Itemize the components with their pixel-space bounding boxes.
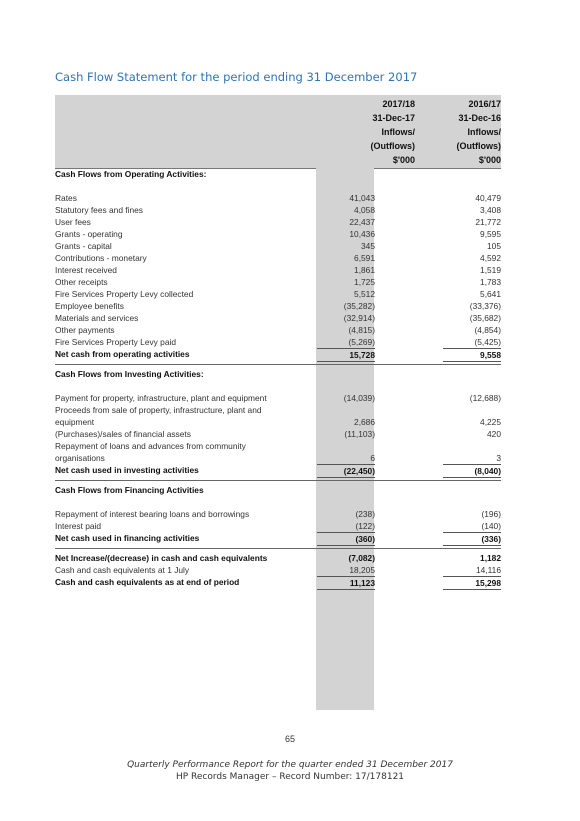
row-value-prior: 9,558 (443, 348, 501, 362)
table-row (55, 228, 501, 240)
section-divider (55, 480, 501, 481)
row-value-prior: 420 (487, 429, 501, 439)
table-row (55, 392, 501, 404)
row-label: Interest paid (55, 521, 102, 531)
row-value-current: (4,815) (348, 325, 375, 335)
table-row (55, 452, 501, 464)
spacer (55, 380, 501, 392)
row-value-prior: 5,641 (480, 289, 501, 299)
row-value-current: 345 (361, 241, 375, 251)
row-label: Materials and services (55, 313, 139, 323)
row-value-prior: (336) (443, 532, 501, 546)
row-value-prior: 1,783 (480, 277, 501, 287)
row-label: User fees (55, 217, 91, 227)
table-row (55, 416, 501, 428)
row-label: Fire Services Property Levy paid (55, 337, 177, 347)
header-cell: $'000 (392, 155, 415, 165)
section-heading (55, 484, 501, 496)
row-label: Interest received (55, 265, 117, 275)
section-heading-label: Cash Flows from Investing Activities: (55, 369, 204, 379)
table-body (55, 168, 501, 588)
row-value-prior: (4,854) (474, 325, 501, 335)
row-label: Cash and cash equivalents at 1 July (55, 565, 190, 575)
section-divider (55, 548, 501, 549)
row-label: Net cash from operating activities (55, 349, 190, 359)
row-value-current: 18,205 (349, 565, 375, 575)
row-label: (Purchases)/sales of financial assets (55, 429, 191, 439)
row-value-prior: (196) (481, 509, 501, 519)
row-label: Repayment of loans and advances from community (55, 441, 246, 451)
row-value-prior: 21,772 (475, 217, 501, 227)
row-value-current: 1,861 (354, 265, 375, 275)
row-value-current: (360) (317, 532, 375, 546)
row-value-current: 11,123 (317, 576, 375, 590)
row-label: Cash and cash equivalents as at end of period (55, 577, 240, 587)
row-value-prior: 14,116 (476, 565, 501, 575)
table-row (55, 564, 501, 576)
row-label: Net cash used in financing activities (55, 533, 200, 543)
row-value-prior: 3,408 (480, 205, 501, 215)
section-heading-label: Cash Flows from Operating Activities: (55, 169, 207, 179)
row-value-prior: 4,592 (480, 253, 501, 263)
header-cell: $'000 (478, 155, 501, 165)
row-label: Net cash used in investing activities (55, 465, 199, 475)
section-heading (55, 368, 501, 380)
row-value-prior: 1,182 (480, 553, 501, 563)
row-label: equipment (55, 417, 95, 427)
row-value-current: 1,725 (354, 277, 375, 287)
row-label: Rates (55, 193, 77, 203)
row-value-current: (238) (355, 509, 375, 519)
header-current-year (371, 97, 416, 167)
header-cell: 31-Dec-17 (372, 113, 415, 123)
row-label: Grants - capital (55, 241, 112, 251)
row-value-prior: 105 (487, 241, 501, 251)
row-value-current: 6,591 (354, 253, 375, 263)
row-label: Grants - operating (55, 229, 123, 239)
row-value-prior: 1,519 (480, 265, 501, 275)
header-cell: (Outflows) (370, 141, 415, 151)
row-label: Payment for property, infrastructure, plant and equipment (55, 393, 267, 403)
header-cell: Inflows/ (381, 127, 415, 137)
row-value-current: (14,039) (343, 393, 375, 403)
row-value-current: (32,914) (343, 313, 375, 323)
row-label: Net Increase/(decrease) in cash and cash equivalents (55, 553, 268, 563)
page-number: 65 (284, 734, 295, 744)
row-label: Proceeds from sale of property, infrastructure, plant and (55, 405, 262, 415)
row-value-prior: (35,682) (469, 313, 501, 323)
table-row (55, 192, 501, 204)
total-row (55, 576, 501, 588)
footer-report-title: Quarterly Performance Report for the quarter ended 31 December 2017 (127, 760, 453, 770)
row-value-current: (22,450) (317, 464, 375, 478)
spacer (55, 180, 501, 192)
row-label: Statutory fees and fines (55, 205, 143, 215)
table-row (55, 428, 501, 440)
section-divider (55, 364, 501, 365)
table-row (55, 264, 501, 276)
row-value-prior: (33,376) (469, 301, 501, 311)
statement-title: Cash Flow Statement for the period ending 31 December 2017 (55, 70, 418, 84)
row-value-prior: 3 (496, 453, 501, 463)
table-row (55, 204, 501, 216)
row-value-current: 22,437 (349, 217, 375, 227)
total-row (55, 348, 501, 360)
header-cell: 2017/18 (382, 99, 415, 109)
row-value-current: (7,082) (348, 553, 375, 563)
row-value-prior: (5,425) (474, 337, 501, 347)
table-row (55, 288, 501, 300)
table-row (55, 252, 501, 264)
table-row (55, 216, 501, 228)
row-value-prior: (140) (481, 521, 501, 531)
table-row (55, 440, 501, 452)
row-value-prior: (8,040) (443, 464, 501, 478)
row-value-prior: 40,479 (475, 193, 501, 203)
table-row (55, 520, 501, 532)
header-cell: (Outflows) (456, 141, 501, 151)
table-row (55, 300, 501, 312)
row-value-current: 4,058 (354, 205, 375, 215)
row-value-prior: 4,225 (480, 417, 501, 427)
row-value-current: (122) (355, 521, 375, 531)
table-row (55, 508, 501, 520)
row-label: Contributions - monetary (55, 253, 147, 263)
table-row (55, 312, 501, 324)
row-value-prior: 9,595 (480, 229, 501, 239)
table-row (55, 276, 501, 288)
row-value-prior: 15,298 (443, 576, 501, 590)
row-label: Repayment of interest bearing loans and borrowings (55, 509, 250, 519)
row-value-current: 5,512 (354, 289, 375, 299)
row-value-prior: (12,688) (469, 393, 501, 403)
row-value-current: (11,103) (344, 429, 375, 439)
row-value-current: 6 (370, 453, 375, 463)
header-prior-year (457, 97, 502, 167)
total-row (55, 532, 501, 544)
row-label: organisations (55, 453, 105, 463)
row-value-current: 15,728 (317, 348, 375, 362)
footer-record-number: HP Records Manager – Record Number: 17/178121 (175, 772, 405, 782)
row-label: Fire Services Property Levy collected (55, 289, 194, 299)
header-cell: 2016/17 (468, 99, 501, 109)
row-label: Other payments (55, 325, 115, 335)
table-row (55, 404, 501, 416)
table-row (55, 324, 501, 336)
header-cell: 31-Dec-16 (458, 113, 501, 123)
table-header (55, 95, 501, 169)
row-value-current: 41,043 (349, 193, 375, 203)
row-value-current: (5,269) (348, 337, 375, 347)
table-row (55, 336, 501, 348)
row-value-current: (35,282) (343, 301, 375, 311)
spacer (55, 496, 501, 508)
section-heading (55, 168, 501, 180)
row-label: Employee benefits (55, 301, 124, 311)
cash-flow-table (55, 95, 501, 588)
table-row (55, 552, 501, 564)
row-value-current: 10,436 (349, 229, 375, 239)
section-heading-label: Cash Flows from Financing Activities (55, 485, 204, 495)
row-label: Other receipts (55, 277, 108, 287)
row-value-current: 2,686 (354, 417, 375, 427)
total-row (55, 464, 501, 476)
table-row (55, 240, 501, 252)
header-cell: Inflows/ (467, 127, 501, 137)
